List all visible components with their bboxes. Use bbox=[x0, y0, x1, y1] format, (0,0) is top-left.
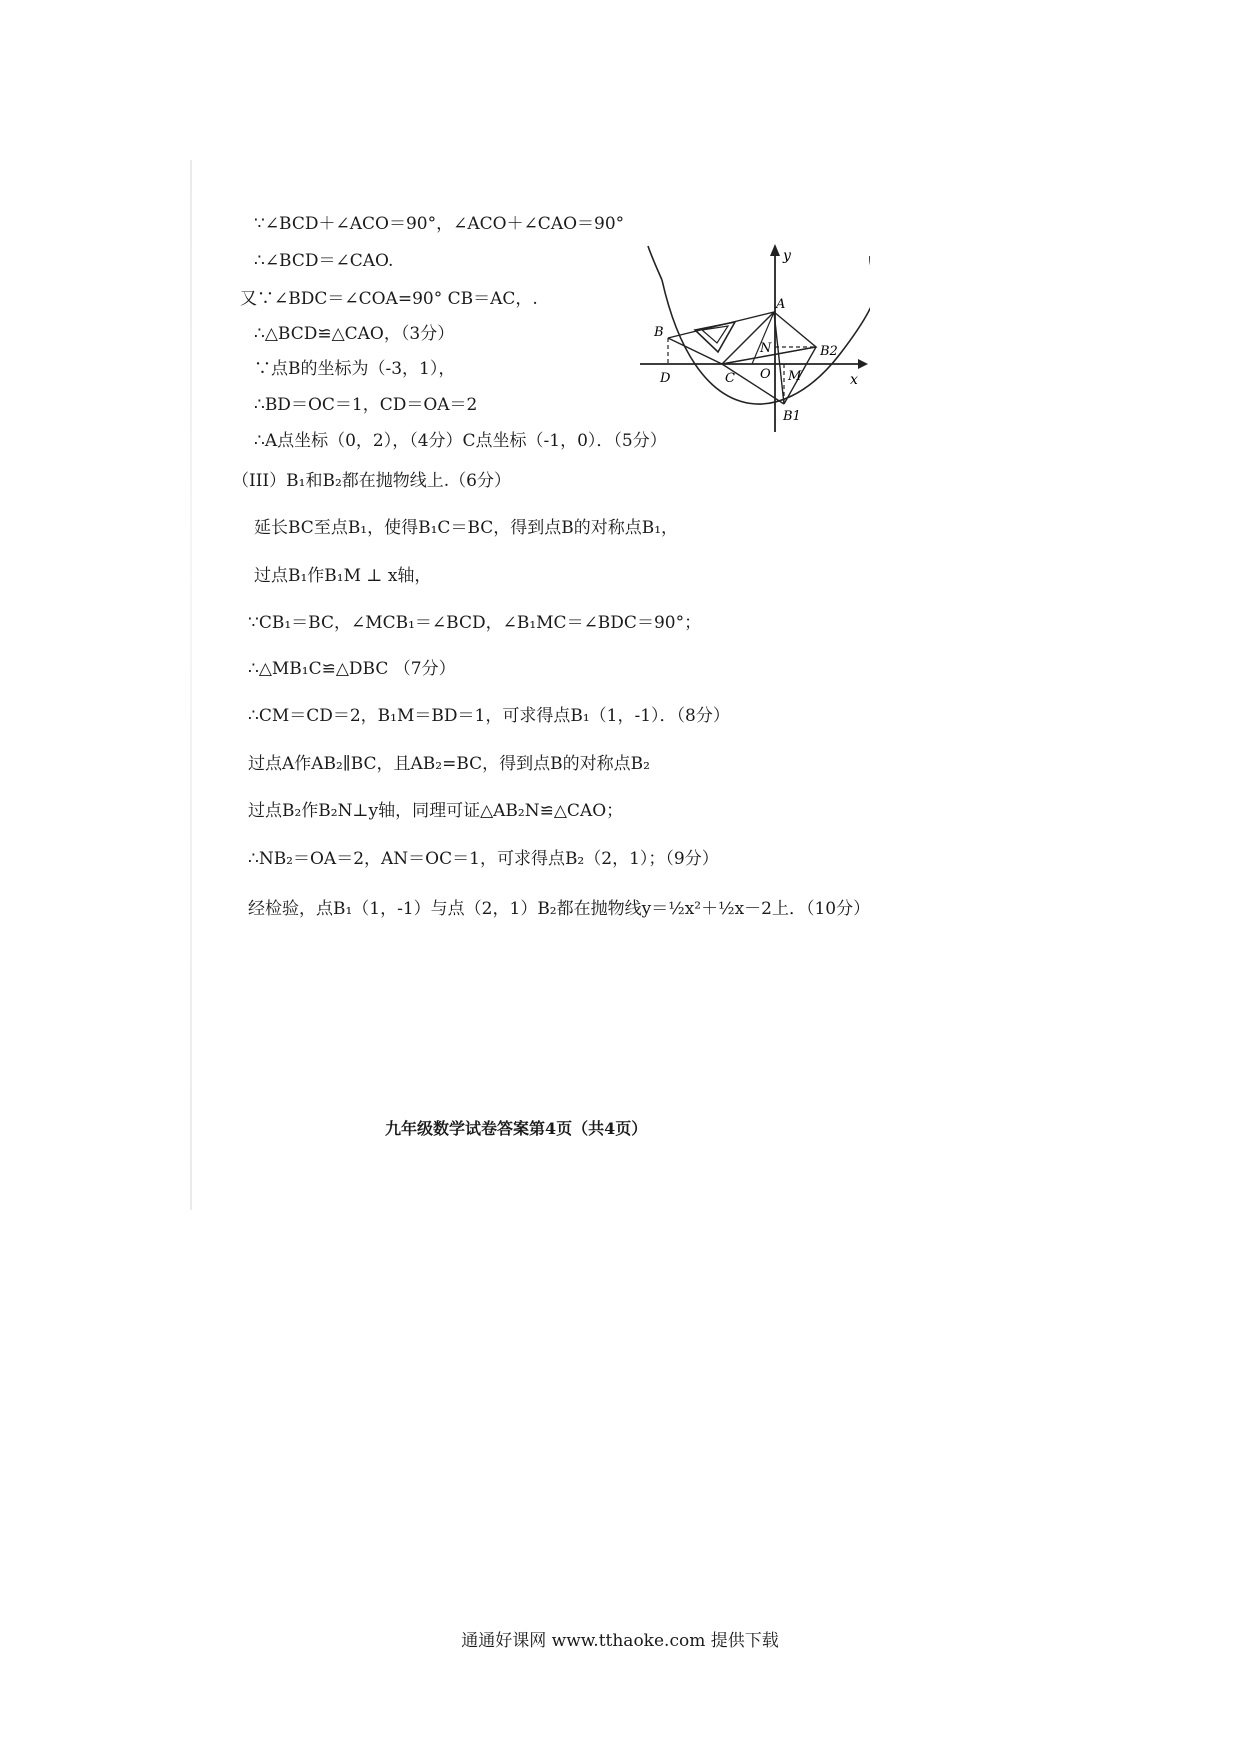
scan-edge bbox=[190, 160, 192, 1210]
line-4: ∴△BCD≌△CAO，（3分） bbox=[254, 324, 455, 344]
parabola-left bbox=[648, 246, 662, 280]
segment-ab2 bbox=[722, 312, 816, 364]
y-axis-arrow bbox=[770, 244, 780, 256]
line-13: ∴CM＝CD＝2，B₁M＝BD＝1，可求得点B₁（1，-1）．（8分） bbox=[248, 706, 730, 726]
line-11: ∵CB₁＝BC，∠MCB₁＝∠BCD，∠B₁MC＝∠BDC＝90°； bbox=[248, 613, 702, 633]
triangle-abc bbox=[668, 312, 774, 364]
label-b: B bbox=[654, 325, 664, 340]
line-3: 又∵∠BDC＝∠COA=90° CB＝AC，. bbox=[240, 289, 538, 309]
line-7: ∴A点坐标（0，2），（4分）C点坐标（-1，0）．（5分） bbox=[254, 431, 667, 451]
download-source-line: 通通好课网 www.tthaoke.com 提供下载 bbox=[461, 1631, 779, 1651]
line-16: ∴NB₂＝OA＝2，AN＝OC＝1，可求得点B₂（2，1）；（9分） bbox=[248, 849, 719, 869]
line-17: 经检验，点B₁（1，-1）与点（2，1）B₂都在抛物线y＝½x²＋½x－2上．（10分） bbox=[248, 899, 871, 919]
line-12: ∴△MB₁C≌△DBC （7分） bbox=[248, 659, 456, 679]
label-c: C bbox=[725, 371, 735, 386]
page-footer-title: 九年级数学试卷答案第4页（共4页） bbox=[385, 1119, 648, 1138]
label-o: O bbox=[760, 367, 771, 382]
line-2: ∴∠BCD＝∠CAO. bbox=[254, 251, 394, 271]
label-a: A bbox=[776, 297, 786, 312]
line-15: 过点B₂作B₂N⊥y轴，同理可证△AB₂N≌△CAO； bbox=[248, 801, 624, 821]
x-axis-arrow bbox=[858, 359, 868, 369]
label-x: x bbox=[850, 372, 858, 388]
line-6: ∴BD＝OC＝1，CD＝OA＝2 bbox=[254, 395, 478, 415]
line-14: 过点A作AB₂∥BC，且AB₂=BC，得到点B的对称点B₂ bbox=[248, 754, 650, 774]
geometry-diagram bbox=[640, 242, 870, 432]
label-y: y bbox=[783, 248, 791, 264]
line-5: ∵点B的坐标为（-3，1）， bbox=[254, 359, 456, 379]
label-b2: B2 bbox=[820, 344, 838, 359]
line-10: 过点B₁作B₁M ⊥ x轴， bbox=[254, 566, 432, 586]
line-9: 延长BC至点B₁，使得B₁C＝BC，得到点B的对称点B₁， bbox=[254, 518, 679, 538]
label-n: N bbox=[760, 341, 772, 356]
line-8: （III）B₁和B₂都在抛物线上.（6分） bbox=[232, 471, 511, 491]
label-d: D bbox=[660, 371, 671, 386]
line-1: ∵∠BCD＋∠ACO＝90°，∠ACO＋∠CAO＝90° bbox=[254, 214, 625, 234]
triangle-ruler bbox=[695, 322, 735, 352]
label-b1: B1 bbox=[783, 409, 801, 424]
label-m: M bbox=[788, 369, 802, 384]
